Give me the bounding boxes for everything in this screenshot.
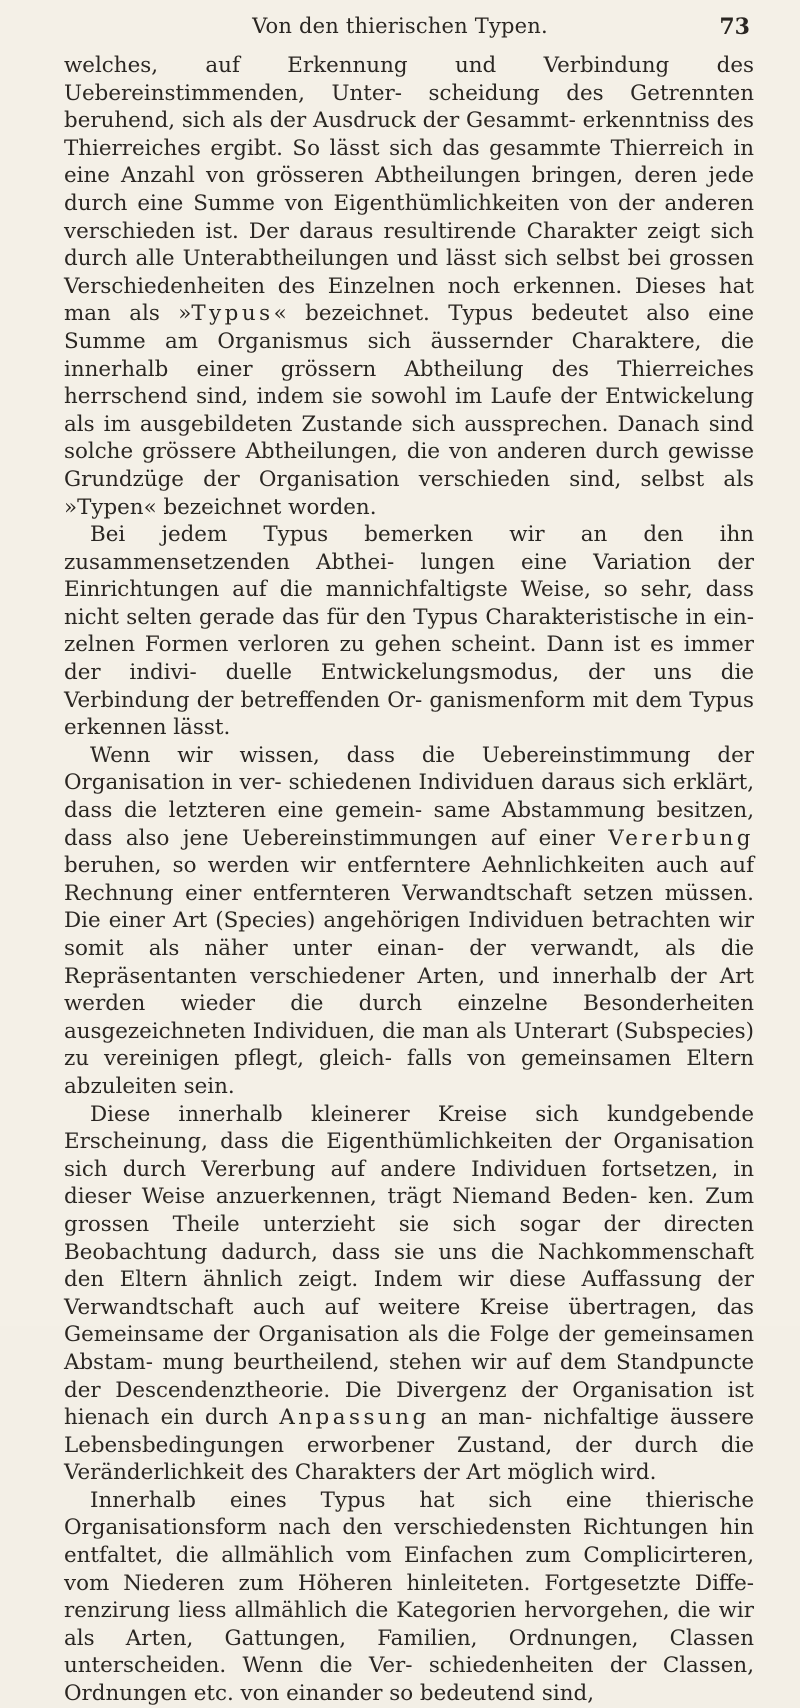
text-run: welches, auf Erkennung und Verbindung des Uebereinstimmenden, Unter- scheidung des Getrennten beruhend, sich als der Ausdruck der Gesammt- erkenntniss des Thierreiches ergibt. So lässt sich das gesammte Thierreich in eine Anzahl von grösseren Abtheilungen bringen, deren jede durch eine Summe von Eigenthümlichkeiten von der anderen verschieden ist. Der daraus resultirende Charakter zeigt sich durch alle Unterabtheilungen und lässt sich selbst bei grossen Verschiedenheiten des Einzelnen noch erkennen. Dieses hat man als »: [64, 53, 755, 327]
body-text: [64, 52, 754, 1708]
text-run: « bezeichnet. Typus bedeutet also eine Summe am Organismus sich äussernder Charaktere, die innerhalb einer grössern Abtheilung des Thierreiches herrschend sind, indem sie sowohl im Laufe der Entwickelung als im ausgebildeten Zustande sich aussprechen. Danach sind solche grössere Abtheilungen, die von anderen durch gewisse Grundzüge der Organisation verschieden sind, selbst als »Typen« bezeichnet worden.: [64, 301, 755, 520]
text-run: beruhen, so werden wir entferntere Aehnlichkeiten auch auf Rechnung einer entfernteren Verwandtschaft setzen müssen. Die einer Art (Species) angehörigen Individuen betrachten wir somit als näher unter einan- der verwandt, als die Repräsentanten verschiedener Arten, und innerhalb der Art werden wieder die durch einzelne Besonderheiten ausgezeichneten Individuen, die man als Unterart (Subspecies) zu vereinigen pflegt, gleich- falls von gemeinsamen Eltern abzuleiten sein.: [64, 853, 754, 1099]
emphasis-vererbung: Vererbung: [608, 825, 754, 851]
running-head: [0, 14, 800, 46]
paragraph: [64, 521, 754, 742]
running-title: Von den thierischen Typen.: [252, 14, 548, 38]
paragraph: [64, 1487, 754, 1708]
paragraph: [64, 52, 754, 521]
emphasis-typus: Typus: [191, 301, 274, 327]
text-run: Bei jedem Typus bemerken wir an den ihn zusammensetzenden Abthei- lungen eine Variation der Einrichtungen auf die mannichfaltigste Weise, so sehr, dass nicht selten gerade das für den Typus Charakteristische in ein- zelnen Formen verloren zu gehen scheint. Dann ist es immer der indivi- duelle Entwickelungsmodus, der uns die Verbindung der betreffenden Or- ganismenform mit dem Typus erkennen lässt.: [64, 522, 754, 741]
paragraph: [64, 1101, 754, 1487]
text-run: Wenn wir wissen, dass die Uebereinstimmung der Organisation in ver- schiedenen Individuen daraus sich erklärt, dass die letzteren eine gemein- same Abstammung besitzen, dass also jene Uebereinstimmungen auf einer: [64, 742, 754, 851]
text-run: an man- nichfaltige äussere Lebensbedingungen erworbener Zustand, der durch die Veränderlichkeit des Charakters der Art möglich wird.: [64, 1405, 754, 1486]
page-number: 73: [719, 14, 750, 40]
paragraph: [64, 742, 754, 1101]
text-run: Diese innerhalb kleinerer Kreise sich kundgebende Erscheinung, dass die Eigenthümlichkeiten der Organisation sich durch Vererbung auf andere Individuen fortsetzen, in dieser Weise anzuerkennen, trägt Niemand Beden- ken. Zum grossen Theile unterzieht sie sich sogar der directen Beobachtung dadurch, dass sie uns die Nachkommenschaft den Eltern ähnlich zeigt. Indem wir diese Auffassung der Verwandtschaft auch auf weitere Kreise übertragen, das Gemeinsame der Organisation als die Folge der gemeinsamen Abstam- mung beurtheilend, stehen wir auf dem Standpuncte der Descendenztheorie. Die Divergenz der Organisation ist hienach ein durch: [64, 1101, 754, 1431]
emphasis-anpassung: Anpassung: [279, 1405, 430, 1431]
text-run: Innerhalb eines Typus hat sich eine thierische Organisationsform nach den verschiedensten Richtungen hin entfaltet, die allmählich vom Einfachen zum Complicirteren, vom Niederen zum Höheren hinleiteten. Fortgesetzte Diffe- renzirung liess allmählich die Kategorien hervorgehen, die wir als Arten, Gattungen, Familien, Ordnungen, Classen unterscheiden. Wenn die Ver- schiedenheiten der Classen, Ordnungen etc. von einander so bedeutend sind,: [64, 1487, 754, 1707]
